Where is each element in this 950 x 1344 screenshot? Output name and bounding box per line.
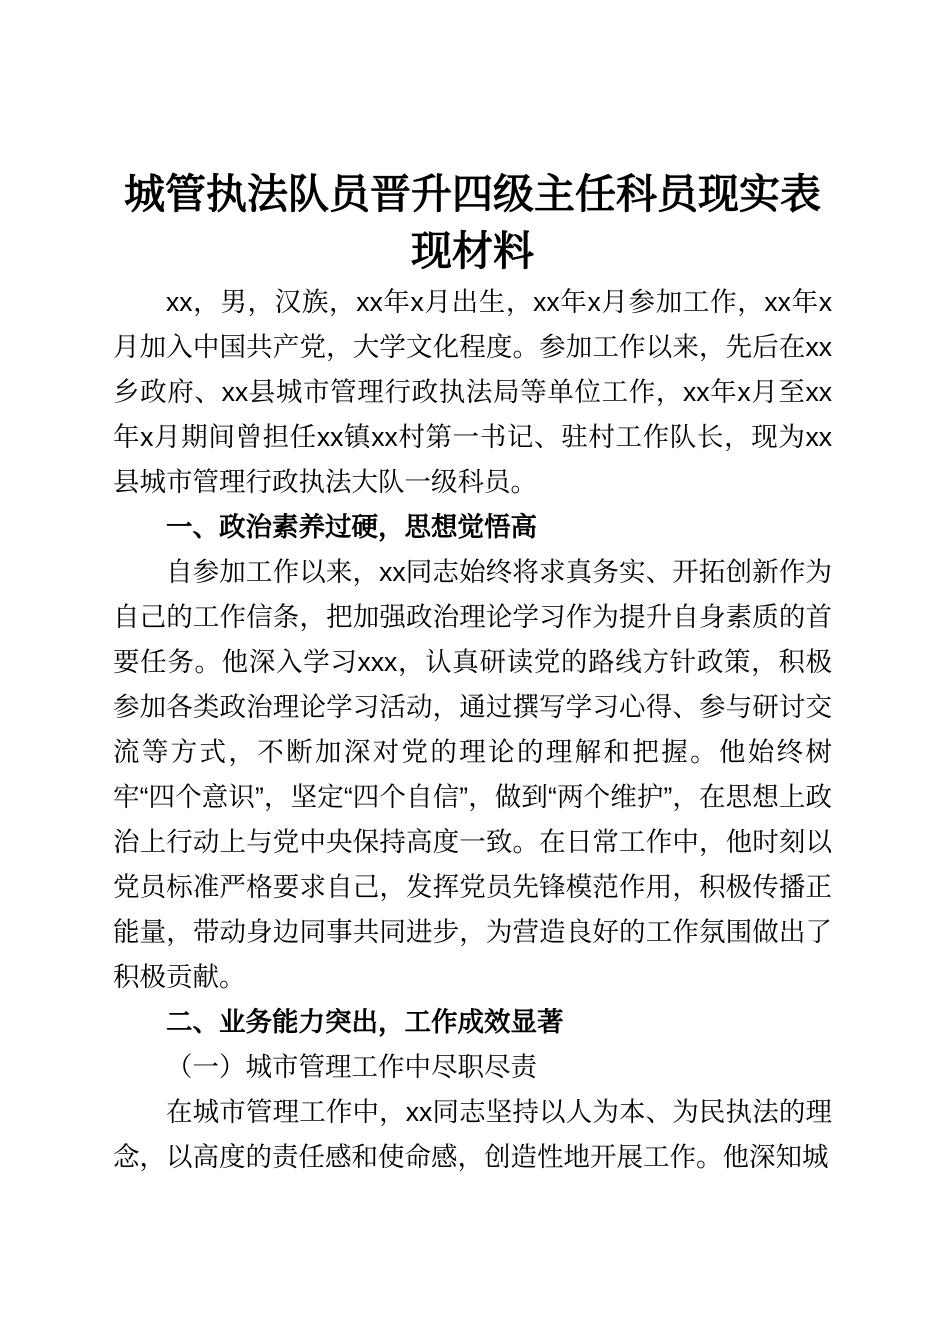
document-content [113, 166, 832, 1180]
sub-section-heading: （一）城市管理工作中尽职尽责 [166, 1052, 537, 1082]
body-paragraph: xx，男，汉族，xx年x月出生，xx年x月参加工作，xx年x月加入中国共产党，大学文化程度。参加工作以来，先后在xx乡政府、xx县城市管理行政执法局等单位工作，xx年x月至xx年x月期间曾担任xx镇xx村第一书记、驻村工作队长，现为xx县城市管理行政执法大队一级科员。 [113, 287, 832, 497]
body-paragraph: 在城市管理工作中，xx同志坚持以人为本、为民执法的理念，以高度的责任感和使命感，创造性地开展工作。他深知城 [113, 1097, 832, 1172]
document-title: 城管执法队员晋升四级主任科员现实表现材料 [124, 171, 821, 274]
body-paragraph: 自参加工作以来，xx同志始终将求真务实、开拓创新作为自己的工作信条，把加强政治理论学习作为提升自身素质的首要任务。他深入学习xxx，认真研读党的路线方针政策，积极参加各类政治理论学习活动，通过撰写学习心得、参与研讨交流等方式，不断加深对党的理论的理解和把握。他始终树牢“四个意识”，坚定“四个自信”，做到“两个维护”，在思想上政治上行动上与党中央保持高度一致。在日常工作中，他时刻以党员标准严格要求自己，发挥党员先锋模范作用，积极传播正能量，带动身边同事共同进步，为营造良好的工作氛围做出了积极贡献。 [113, 557, 832, 992]
section-heading: 二、业务能力突出，工作成效显著 [166, 1007, 564, 1037]
section-heading: 一、政治素养过硬，思想觉悟高 [166, 512, 537, 542]
document-body [113, 280, 832, 1180]
